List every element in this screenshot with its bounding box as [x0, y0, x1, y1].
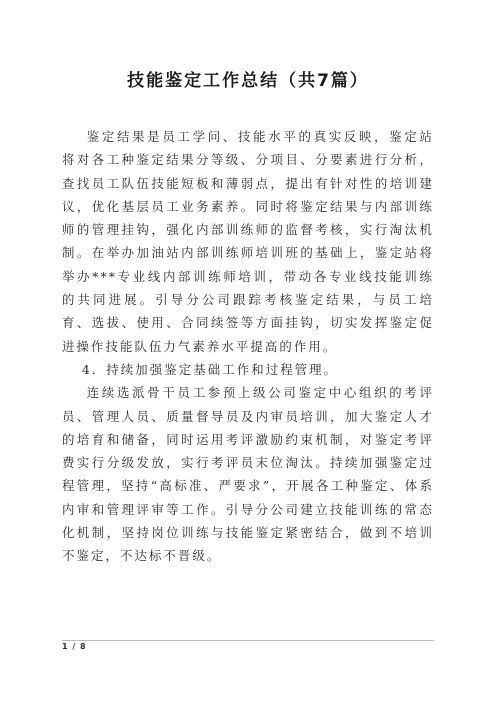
document-body	[62, 125, 434, 568]
page-number: 1 / 8	[62, 642, 87, 651]
section-heading: 4．持续加强鉴定基础工作和过程管理。	[81, 361, 339, 377]
body-paragraph: 鉴定结果是员工学问、技能水平的真实反映，鉴定站将对各工种鉴定结果分等级、分项目、分要素进行分析，查找员工队伍技能短板和薄弱点，提出有针对性的培训建议，优化基层员工业务素养。同时将鉴定结果与内部训练师的管理挂钩，强化内部训练师的监督考核，实行淘汰机制。在举办加油站内部训练师培训班的基础上，鉴定站将举办***专业线内部训练师培训，带动各专业线技能训练的共同进展。引导分公司跟踪考核鉴定结果，与员工培育、选拔、使用、合同续签等方面挂钩，切实发挥鉴定促进操作技能队伍力气素养水平提高的作用。	[62, 129, 434, 354]
body-paragraph: 连续选派骨干员工参预上级公司鉴定中心组织的考评员、管理人员、质量督导员及内审员培训，加大鉴定人才的培育和储备，同时运用考评激励约束机制，对鉴定考评费实行分级发放，实行考评员末位淘汰。持续加强鉴定过程管理，坚持“高标准、严要求”，开展各工种鉴定、体系内审和管理评审等工作。引导分公司建立技能训练的常态化机制，坚持岗位训练与技能鉴定紧密结合，做到不培训不鉴定，不达标不晋级。	[62, 385, 434, 564]
footer-divider	[62, 640, 434, 641]
document-title: 技能鉴定工作总结（共7篇）	[127, 71, 369, 91]
